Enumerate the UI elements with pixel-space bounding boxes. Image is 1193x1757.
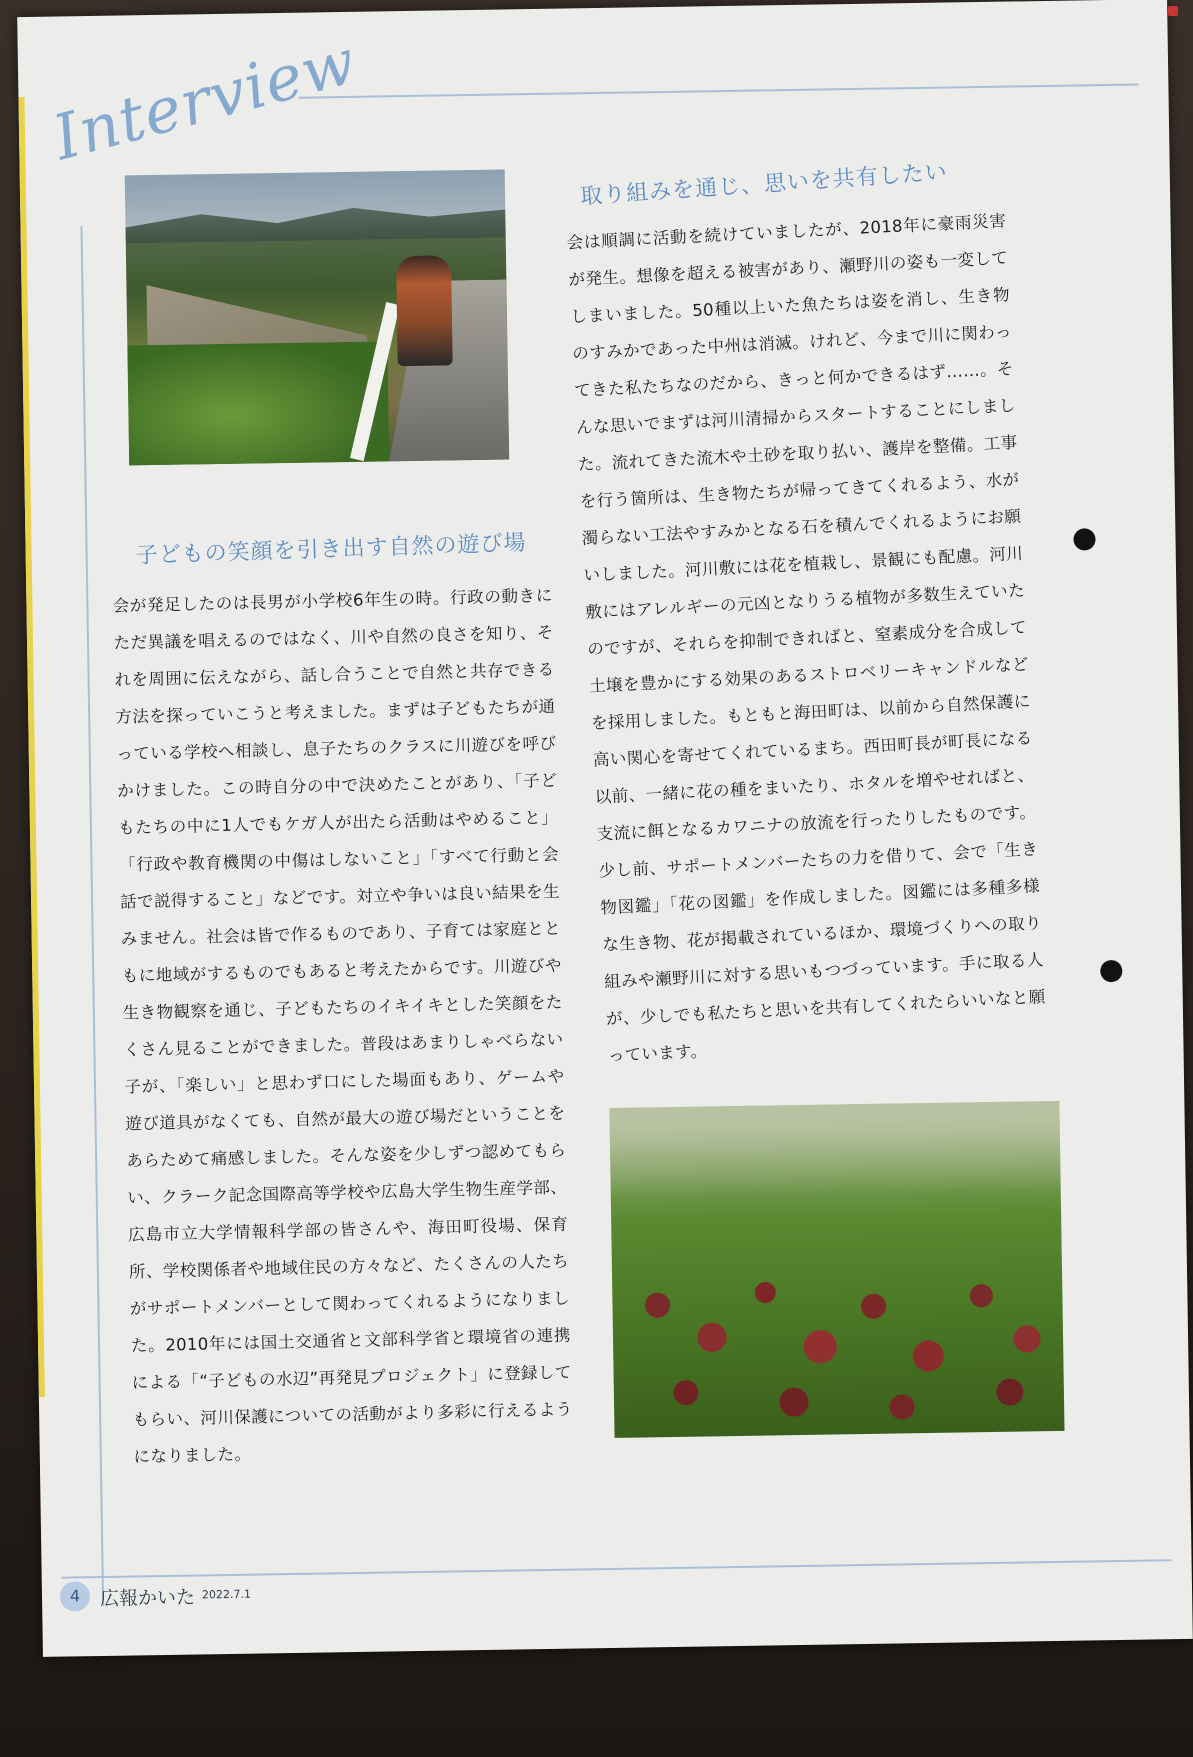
right-body-text: 会は順調に活動を続けていましたが、2018年に豪雨災害が発生。想像を超える被害があり、瀬野川の姿も一変してしまいました。50種以上いた魚たちは姿を消し、生き物のすみかであった中州は消滅。けれど、今まで川に関わってきた私たちなのだから、きっと何かできるはず……。そんな思いでまずは河川清掃からスタートすることにしました。流れてきた流木や土砂を取り払い、護岸を整備。工事を行う箇所は、生き物たちが帰ってきてくれるよう、水が濁らない工法やすみかとなる石を積んでくれるようにお願いしました。河川敷には花を植栽し、景観にも配慮。河川敷にはアレルギーの元凶となりうる植物が多数生えていたのですが、それらを抑制できればと、窒素成分を合成して土壌を豊かにする効果のあるストロベリーキャンドルなどを採用しました。もともと海田町は、以前から自然保護に高い関心を寄せてくれているまち。西田町長が町長になる以前、一緒に花の種をまいたり、ホタルを増やせればと、支流に餌となるカワニナの放流を行ったりしたものです。少し前、サポートメンバーたちの力を借りて、会で「生き物図鑑」「花の図鑑」を作成しました。図鑑には多種多様な生き物、花が掲載されているほか、環境づくりへの取り組みや瀬野川に対する思いもつづっています。手に取る人が、少しでも私たちと思いを共有してくれたらいいなと願っています。: [566, 211, 1046, 1066]
mountain-shape: [125, 197, 506, 243]
person-shape: [396, 255, 453, 366]
magazine-page: [17, 0, 1193, 1657]
left-section-heading: 子どもの笑顔を引き出す自然の遊び場: [135, 530, 527, 569]
top-rule-line: [298, 84, 1138, 99]
interview-script-title: Interview: [45, 24, 364, 175]
grass-shape: [127, 341, 389, 465]
red-clip-mark: [1168, 6, 1178, 16]
punch-hole-bottom: [1100, 960, 1122, 982]
footer-rule-line: [62, 1559, 1172, 1578]
punch-hole-top: [1073, 528, 1095, 550]
page-number-badge: 4: [60, 1581, 90, 1611]
publication-date: 2022.7.1: [201, 1587, 252, 1602]
right-section-heading: 取り組みを通じ、思いを共有したい: [579, 159, 949, 210]
river-cleanup-photo: [125, 169, 510, 465]
red-flower-heads: [611, 1211, 1064, 1438]
strawberry-candle-flower-photo: [609, 1101, 1064, 1438]
left-rule-line: [80, 226, 104, 1606]
publication-name: 広報かいた: [99, 1586, 196, 1611]
background-blur: [609, 1101, 1060, 1198]
left-body-text: 会が発足したのは長男が小学校6年生の時。行政の動きにただ異議を唱えるのではなく、川や自然の良さを知り、それを周囲に伝えながら、話し合うことで自然と共存できる方法を探っていこうと考えました。まずは子どもたちが通っている学校へ相談し、息子たちのクラスに川遊びを呼びかけました。この時自分の中で決めたことがあり、「子どもたちの中に1人でもケガ人が出たら活動はやめること」「行政や教育機関の中傷はしないこと」「すべて行動と会話で説得すること」などです。対立や争いは良い結果を生みません。社会は皆で作るものであり、子育ては家庭とともに地域がするものでもあると考えたからです。川遊びや生き物観察を通じ、子どもたちのイキイキとした笑顔をたくさん見ることができました。普段はあまりしゃべらない子が、「楽しい」と思わず口にした場面もあり、ゲームや遊び道具がなくても、自然が最大の遊び場だということをあらためて痛感しました。そんな姿を少しずつ認めてもらい、クラーク記念国際高等学校や広島大学生物生産学部、広島市立大学情報科学部の皆さんや、海田町役場、保育所、学校関係者や地域住民の方々など、たくさんの人たちがサポートメンバーとして関わってくれるようになりました。2010年には国土交通省と文部科学省と環境省の連携による「“子どもの水辺”再発見プロジェクト」に登録してもらい、河川保護についての活動がより多彩に行えるようになりました。: [112, 585, 573, 1467]
